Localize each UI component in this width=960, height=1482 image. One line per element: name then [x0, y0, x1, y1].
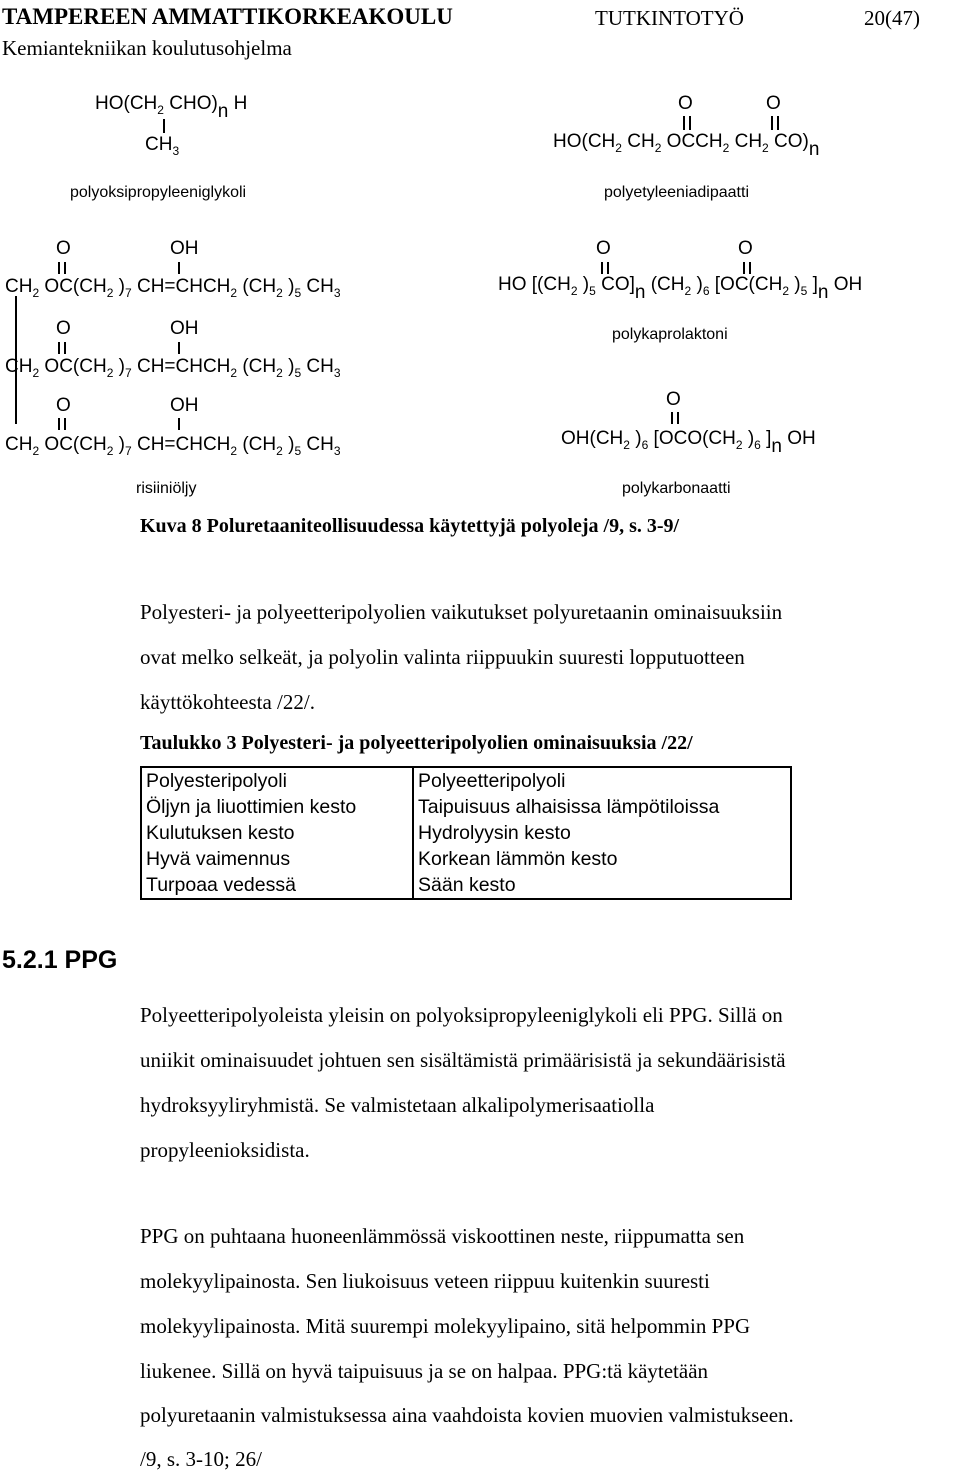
double-bond: [601, 262, 603, 274]
hydroxyl: OH: [170, 395, 199, 416]
double-bond: [64, 262, 66, 274]
figure-caption: Kuva 8 Poluretaaniteollisuudessa käytettyjä polyoleja /9, s. 3-9/: [140, 515, 680, 537]
carbonyl-o: O: [56, 318, 71, 339]
program-name: Kemiantekniikan koulutusohjelma: [2, 36, 292, 60]
school-name: TAMPEREEN AMMATTIKORKEAKOULU: [2, 4, 453, 29]
hydroxyl: OH: [170, 238, 199, 259]
document-type: TUTKINTOTYÖ: [595, 6, 744, 30]
ppg-formula: $HO(CH_2$ CHO)n H: [95, 93, 248, 122]
paragraph-line: propyleenioksidista.: [140, 1138, 310, 1162]
ppg-bond: [163, 119, 165, 133]
paragraph-line: Polyesteri- ja polyeetteripolyolien vaikutukset polyuretaanin ominaisuuksiin: [140, 600, 783, 624]
polyol-properties-table: [140, 766, 792, 900]
adipate-name: polyetyleeniadipaatti: [604, 184, 749, 201]
page-number: 20(47): [864, 6, 920, 30]
table-cell: Hyvä vaimennus: [141, 846, 413, 872]
double-bond: [64, 342, 66, 354]
carbonyl-o: O: [678, 93, 693, 114]
table-cell: Hydrolyysin kesto: [418, 821, 571, 844]
table-cell: Turpoaa vedessä: [141, 872, 413, 899]
double-bond: [58, 342, 60, 354]
double-bond: [771, 116, 773, 130]
paragraph-line: polyuretaanin valmistuksessa aina vaahdoista kovien muovien valmistukseen.: [140, 1403, 794, 1427]
paragraph-line: käyttökohteesta /22/.: [140, 690, 315, 714]
polycaprolactone-formula: HO [($CH_2$ )$_5$ CO]n ($CH_2$ )$_6$ [$OC(CH_2$ )$_5$ ]n OH: [498, 274, 863, 303]
carbonyl-o: O: [666, 389, 681, 410]
table-cell: Öljyn ja liuottimien kesto: [141, 794, 413, 820]
paragraph-line: Polyeetteripolyoleista yleisin on polyoksipropyleeniglykoli eli PPG. Sillä on: [140, 1003, 783, 1027]
polycarbonate-formula: $OH(CH_2$ )$_6$ [$OCO(CH_2$ )$_6$ ]n OH: [561, 428, 816, 457]
double-bond: [671, 412, 673, 424]
table-row: [141, 794, 791, 820]
double-bond: [607, 262, 609, 274]
double-bond: [683, 116, 685, 130]
single-bond: [178, 342, 180, 354]
carbonyl-o: O: [56, 395, 71, 416]
hydroxyl: OH: [170, 318, 199, 339]
table-row: [141, 820, 791, 846]
paragraph-line: uniikit ominaisuudet johtuen sen sisältämistä primäärisistä ja sekundäärisistä: [140, 1048, 786, 1072]
table-cell: Kulutuksen kesto: [141, 820, 413, 846]
table-row: [141, 846, 791, 872]
ricinoleate-chain: $CH_2$ $OC(CH_2$ )$_7$ $CH=CHCH_2$ ($CH_2$ )$_5$ $CH_3$: [5, 434, 341, 458]
single-bond: [178, 262, 180, 274]
double-bond: [749, 262, 751, 274]
carbonyl-o: O: [766, 93, 781, 114]
double-bond: [777, 116, 779, 130]
table-header-cell: Polyeetteripolyoli: [418, 769, 566, 792]
paragraph-line: PPG on puhtaana huoneenlämmössä viskoottinen neste, riippumatta sen: [140, 1224, 745, 1248]
table-caption: Taulukko 3 Polyesteri- ja polyeetteripolyolien ominaisuuksia /22/: [140, 732, 693, 754]
paragraph-line: molekyylipainosta. Sen liukoisuus veteen riippuu kuitenkin suuresti: [140, 1269, 710, 1293]
adipate-formula: $HO(CH_2$ $CH_2$ $OCCH_2$ $CH_2$ CO)n: [553, 131, 820, 160]
ppg-methyl: $CH_3$: [145, 134, 180, 158]
double-bond: [743, 262, 745, 274]
castor-oil-name: risiiniöljy: [136, 480, 197, 497]
paragraph-line: ovat melko selkeät, ja polyolin valinta riippuukin suuresti lopputuotteen: [140, 645, 745, 669]
carbonyl-o: O: [56, 238, 71, 259]
paragraph-line: /9, s. 3-10; 26/: [140, 1447, 262, 1471]
double-bond: [58, 262, 60, 274]
single-bond: [178, 418, 180, 430]
table-cell: Taipuisuus alhaisissa lämpötiloissa: [418, 795, 720, 818]
ricinoleate-chain: $CH_2$ $OC(CH_2$ )$_7$ $CH=CHCH_2$ ($CH_2$ )$_5$ $CH_3$: [5, 356, 341, 380]
polycarbonate-name: polykarbonaatti: [622, 480, 731, 497]
paragraph-line: molekyylipainosta. Mitä suurempi molekyylipaino, sitä helpommin PPG: [140, 1314, 751, 1338]
paragraph-line: hydroksyyliryhmistä. Se valmistetaan alkalipolymerisaatiolla: [140, 1093, 655, 1117]
table-header-cell: Polyesteripolyoli: [141, 767, 413, 794]
polycaprolactone-name: polykaprolaktoni: [612, 326, 728, 343]
table-cell: Sään kesto: [418, 873, 516, 896]
carbonyl-o: O: [596, 238, 611, 259]
ricinoleate-chain: $CH_2$ $OC(CH_2$ )$_7$ $CH=CHCH_2$ ($CH_2$ )$_5$ $CH_3$: [5, 276, 341, 300]
paragraph-line: liukenee. Sillä on hyvä taipuisuus ja se on halpaa. PPG:tä käytetään: [140, 1359, 709, 1383]
table-row: [141, 872, 791, 899]
table-cell: Korkean lämmön kesto: [418, 847, 618, 870]
double-bond: [58, 418, 60, 430]
section-heading: 5.2.1 PPG: [2, 946, 118, 974]
double-bond: [677, 412, 679, 424]
table-header-row: [141, 767, 791, 794]
ppg-name: polyoksipropyleeniglykoli: [70, 184, 247, 201]
double-bond: [689, 116, 691, 130]
carbonyl-o: O: [738, 238, 753, 259]
double-bond: [64, 418, 66, 430]
